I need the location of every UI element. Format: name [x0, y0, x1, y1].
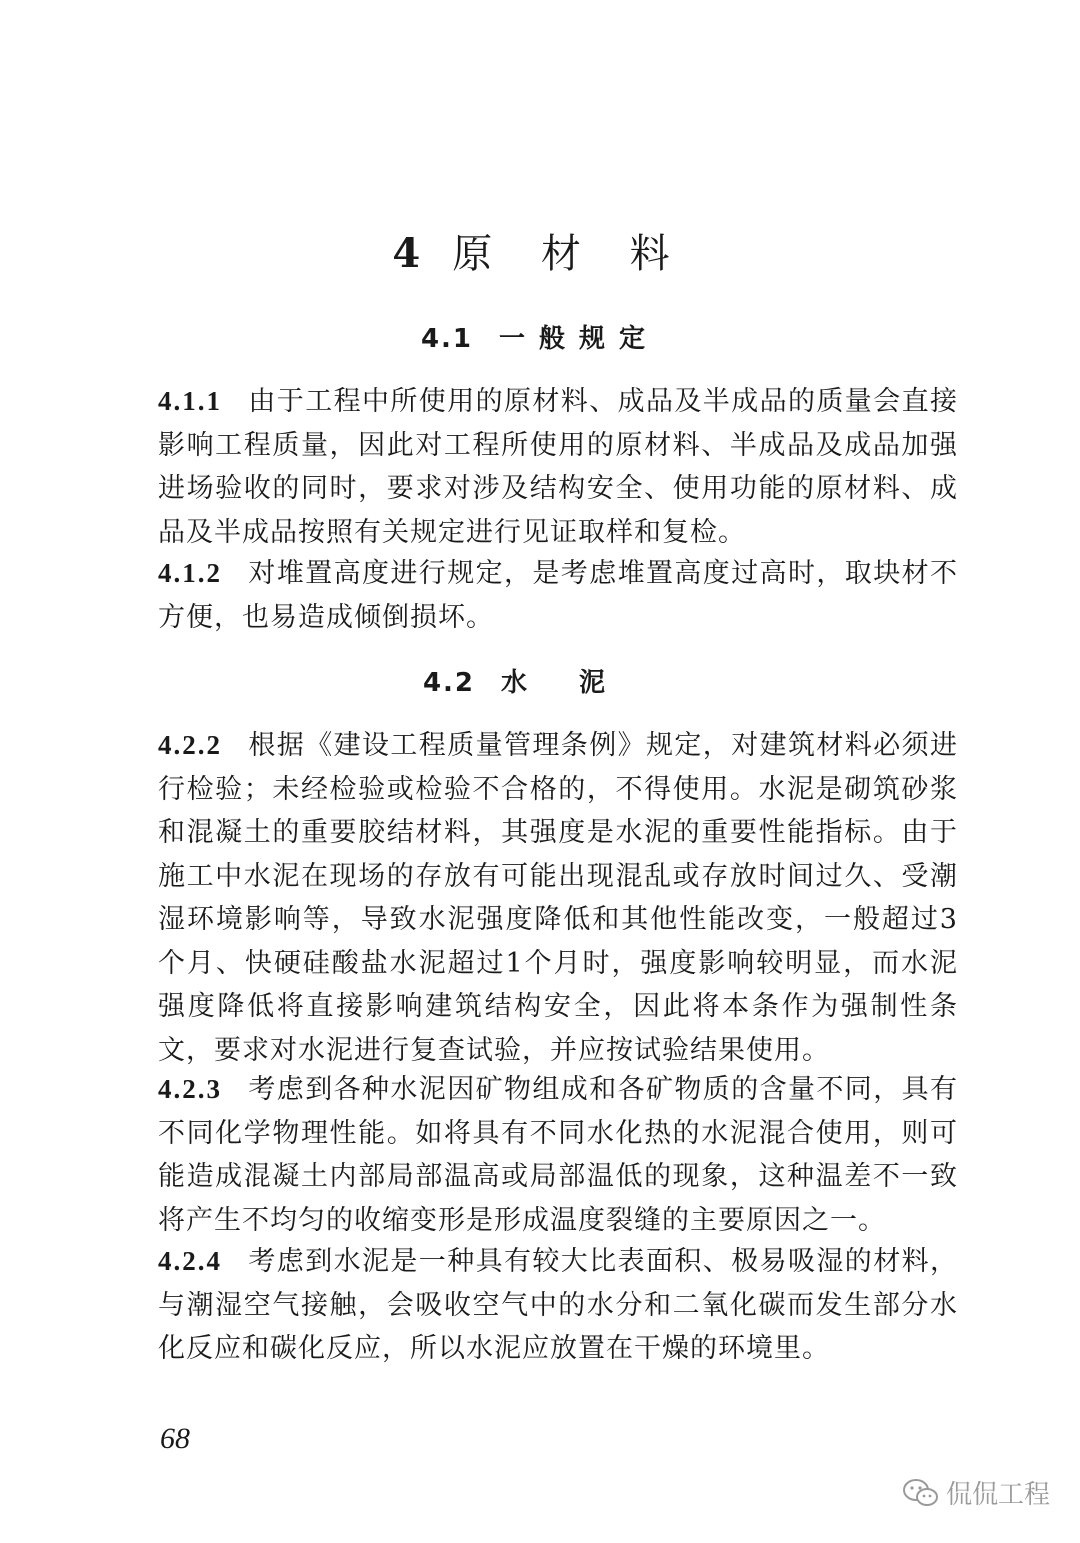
clause-number: 4.1.2	[158, 558, 222, 588]
clause-text: 考虑到水泥是一种具有较大比表面积、极易吸湿的材料，与潮湿空气接触，会吸收空气中的水分和二氧化碳而发生部分水化反应和碳化反应，所以水泥应放置在干燥的环境里。	[158, 1246, 958, 1364]
clause-number: 4.1.1	[158, 386, 222, 416]
watermark-text: 侃侃工程	[946, 1480, 1051, 1510]
page-number: 68	[160, 1422, 190, 1455]
wechat-icon	[902, 1478, 940, 1508]
clause-text: 考虑到各种水泥因矿物组成和各矿物质的含量不同，具有不同化学物理性能。如将具有不同水化热的水泥混合使用，则可能造成混凝土内部局部温高或局部温低的现象，这种温差不一致将产生不均匀的收缩变形是形成温度裂缝的主要原因之一。	[158, 1074, 958, 1236]
chapter-number: 4	[392, 230, 439, 277]
clause-text: 对堆置高度进行规定，是考虑堆置高度过高时，取块材不方便，也易造成倾倒损坏。	[158, 558, 958, 633]
section-number: 4.2	[422, 668, 476, 698]
clause-4-2-3	[158, 1068, 958, 1242]
section-name: 水泥	[501, 668, 658, 698]
clause-number: 4.2.3	[158, 1074, 222, 1104]
section-name: 一般规定	[499, 324, 660, 354]
chapter-name: 原 材 料	[452, 231, 688, 277]
section-number: 4.1	[420, 324, 474, 354]
watermark	[902, 1474, 1050, 1511]
section-heading-4-1	[0, 318, 1080, 355]
chapter-title	[0, 222, 1080, 279]
clause-number: 4.2.4	[158, 1246, 222, 1276]
clause-4-2-2	[158, 724, 958, 1072]
section-heading-4-2	[0, 662, 1080, 699]
clause-text: 根据《建设工程质量管理条例》规定，对建筑材料必须进行检验；未经检验或检验不合格的，不得使用。水泥是砌筑砂浆和混凝土的重要胶结材料，其强度是水泥的重要性能指标。由于施工中水泥在现场的存放有可能出现混乱或存放时间过久、受潮湿环境影响等，导致水泥强度降低和其他性能改变，一般超过3个月、快硬硅酸盐水泥超过1个月时，强度影响较明显，而水泥强度降低将直接影响建筑结构安全，因此将本条作为强制性条文，要求对水泥进行复查试验，并应按试验结果使用。	[158, 730, 958, 1066]
clause-4-2-4	[158, 1240, 958, 1371]
clause-4-1-2	[158, 552, 958, 639]
clause-text: 由于工程中所使用的原材料、成品及半成品的质量会直接影响工程质量，因此对工程所使用的原材料、半成品及成品加强进场验收的同时，要求对涉及结构安全、使用功能的原材料、成品及半成品按照有关规定进行见证取样和复检。	[158, 386, 958, 548]
clause-4-1-1	[158, 380, 958, 554]
clause-number: 4.2.2	[158, 730, 222, 760]
